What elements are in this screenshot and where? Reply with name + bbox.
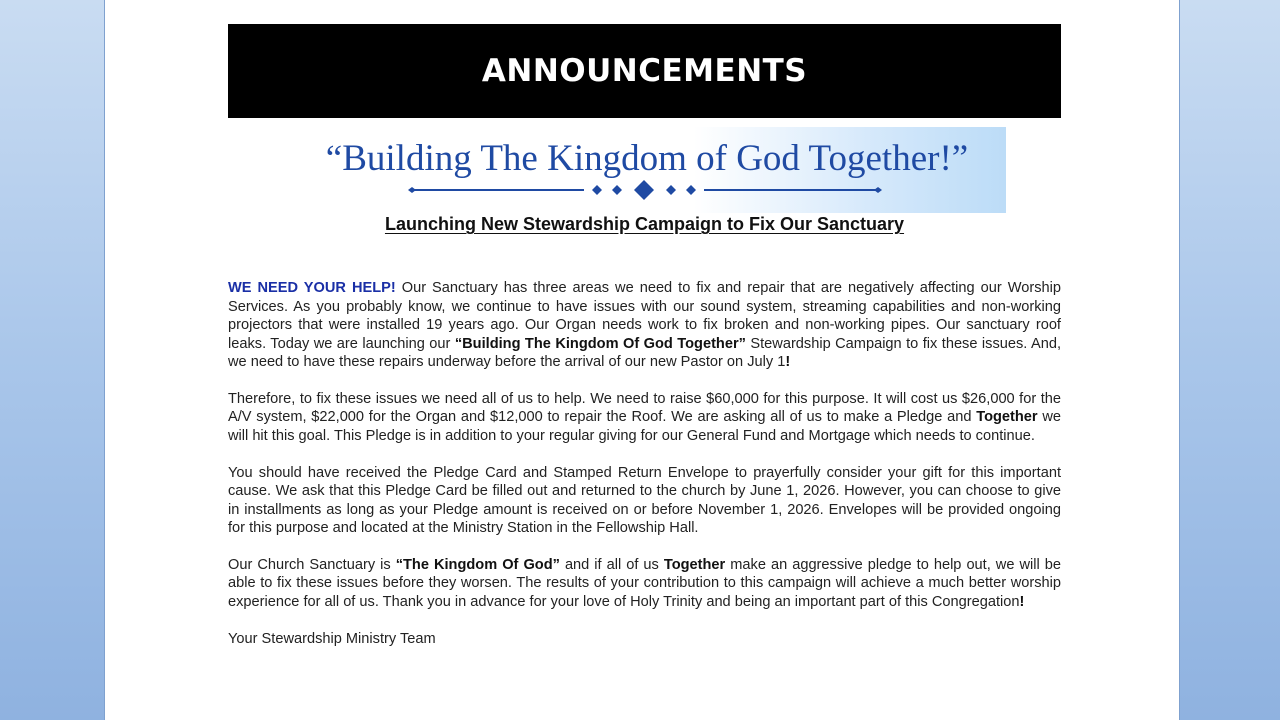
paragraph-kingdom-of-god [228,556,1061,612]
right-side-panel [1179,0,1280,720]
together-emphasis: Together [976,409,1038,426]
paragraph-text: Our Church Sanctuary is [228,556,396,573]
campaign-heading: Launching New Stewardship Campaign to Fix Our Sanctuary [384,214,905,234]
announcements-header [228,24,1061,118]
paragraph-text: and if all of us [559,556,664,573]
diamond-line-ornament-icon [408,180,888,200]
paragraph-fundraising-goal [228,390,1061,446]
signature: Your Stewardship Ministry Team [228,630,436,647]
paragraph-text: You should have received the Pledge Card and Stamped Return Envelope to prayerfully consider your gift for this important cause. We ask that this Pledge Card be filled out and returned to the church by June 1, 2026. However, you can choose to give in installments as long as your Pledge amount is received on or before November 1, 2026. Envelopes will be provided ongoing for this purpose and located at the Ministry Station in the Fellowship Hall. [228,464,1061,537]
exclamation: ! [1019,593,1025,610]
paragraph-text: Therefore, to fix these issues we need all of us to help. We need to raise $60,000 for this purpose. It will cost us $26,000 for the A/V system, $22,000 for the Organ and $12,000 to repair the Roof. We are asking all of us to make a Pledge and [228,390,1061,426]
exclamation: ! [785,354,791,370]
paragraph-pledge-card [228,464,1061,538]
together-emphasis: Together [663,556,726,573]
page-title: ANNOUNCEMENTS [481,53,808,89]
announcement-body [228,279,1061,648]
banner-title: “Building The Kingdom of God Together!” [325,138,969,179]
paragraph-text: make an aggressive pledge to help out, we will be able to fix these issues before they worsen. The results of your contribution to this campaign will achieve a much better worship experience for all of us. Thank you in advance for your love of Holy Trinity and being an important part of this Congregation [228,556,1061,610]
paragraph-text: we will hit this goal. This Pledge is in addition to your regular giving for our General Fund and Mortgage which needs to continue. [228,409,1061,444]
kingdom-emphasis: “The Kingdom Of God” [395,556,560,573]
campaign-banner [312,127,1006,213]
campaign-name: “Building The Kingdom Of God Together” [454,335,746,352]
paragraph-text: Stewardship Campaign to fix these issues. And, we need to have these repairs underway before the arrival of our new Pastor on July 1 [228,335,1062,370]
paragraph-need-help [228,279,1061,372]
paragraph-text: Our Sanctuary has three areas we need to fix and repair that are negatively affecting our Worship Services. As you probably know, we continue to have issues with our sound system, streaming capabilities and non-working projectors that were installed 19 years ago. Our Organ needs work to fix broken and non-working pipes. Our sanctuary roof leaks. Today we are launching our [228,280,1061,352]
left-side-panel [0,0,105,720]
help-lead: WE NEED YOUR HELP! [228,280,396,296]
